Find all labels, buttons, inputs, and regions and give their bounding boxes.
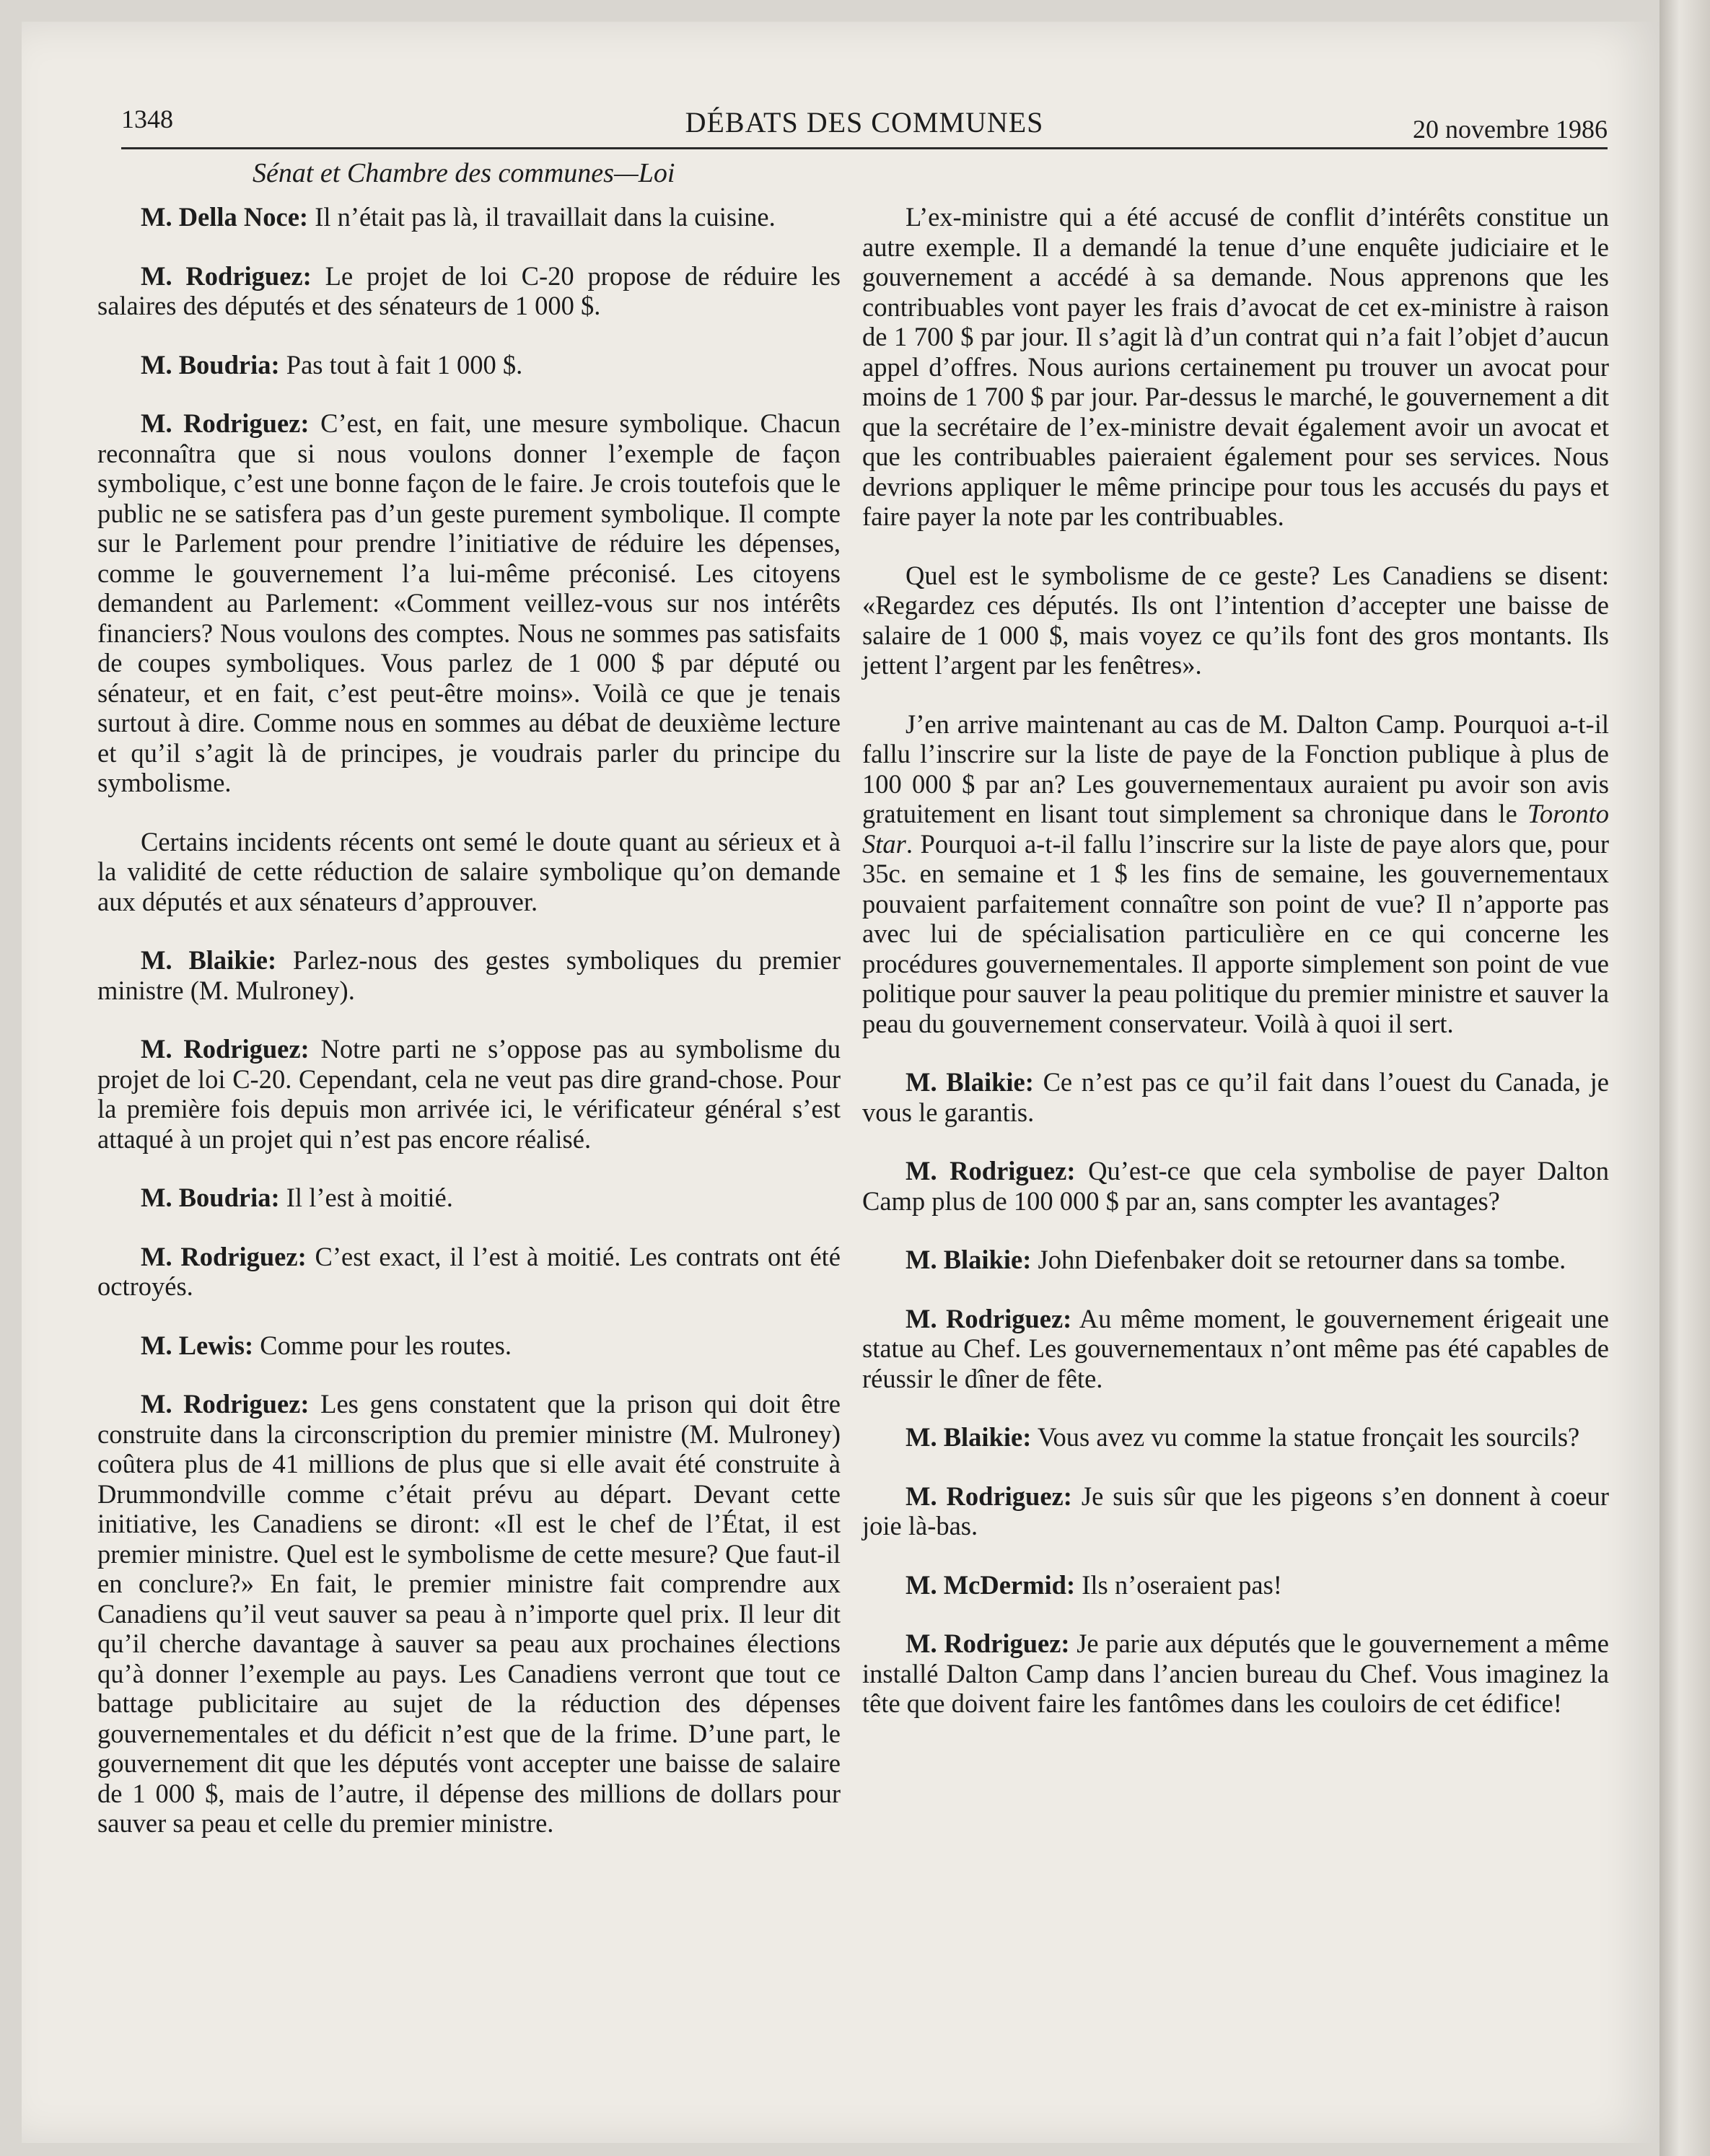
- speaker-name: M. Blaikie:: [906, 1245, 1032, 1274]
- speaker-name: M. Rodriguez:: [906, 1156, 1076, 1186]
- paragraph: [97, 1389, 841, 1839]
- speaker-name: M. Della Noce:: [141, 202, 309, 232]
- speech-text: C’est, en fait, une mesure symbolique. Chacun reconnaîtra que si nous voulons donner l’exemple de façon symbolique, c’est une bonne façon de le faire. Je crois toutefois que le public ne se satisfera pas d’un geste purement symbolique. Il compte sur le Parlement pour prendre l’initiative de réduire les dépenses, comme le gouvernement l’a lui-même préconisé. Les citoyens demandent au Parlement: «Comment veillez-vous sur nos intérêts financiers? Nous voulons des comptes. Nous ne sommes pas satisfaits de coupes symboliques. Vous parlez de 1 000 $ par député ou sénateur, et en fait, c’est peut-être moins». Voilà ce que je tenais surtout à dire. Comme nous en sommes au débat de deuxième lecture et qu’il s’agit là de principes, je voudrais parler du principe du symbolisme.: [97, 408, 841, 797]
- paragraph: [97, 1034, 841, 1154]
- speaker-name: M. Blaikie:: [906, 1067, 1034, 1097]
- speech-text: Il n’était pas là, il travaillait dans la cuisine.: [308, 202, 776, 232]
- speech-text: Parlez-nous des gestes symboliques du premier ministre (M. Mulroney).: [97, 945, 841, 1005]
- paragraph: [862, 1067, 1609, 1127]
- paragraph: [862, 1422, 1609, 1452]
- paragraph: [97, 408, 841, 798]
- speech-text: Notre parti ne s’oppose pas au symbolisme du projet de loi C-20. Cependant, cela ne veut pas dire grand-chose. Pour la première fois depuis mon arrivée ici, le vérificateur général s’est attaqué à un projet qui n’est pas encore réalisé.: [97, 1034, 841, 1154]
- speech-text: Quel est le symbolisme de ce geste? Les Canadiens se disent: «Regardez ces députés. Ils ont l’intention d’accepter une baisse de salaire de 1 000 $, mais voyez ce qu’ils font des gros montants. Ils jettent l’argent par les fenêtres».: [862, 560, 1609, 680]
- speaker-name: M. McDermid:: [906, 1569, 1076, 1600]
- paragraph: [97, 945, 841, 1005]
- speech-text: Pas tout à fait 1 000 $.: [279, 349, 523, 380]
- paragraph: [97, 1331, 841, 1361]
- paragraph: [862, 1629, 1609, 1719]
- speaker-name: M. Rodriguez:: [906, 1629, 1070, 1658]
- speech-text: Les gens constatent que la prison qui doit être construite dans la circonscription du premier ministre (M. Mulroney) coûtera plus de 41 millions de plus que si elle avait été construite à Drummondville comme c’était prévu au départ. Devant cette initiative, les Canadiens se diront: «Il est le chef de l’État, il est premier ministre. Quel est le symbolisme de cette mesure? Que faut-il en conclure?» En fait, le premier ministre fait comprendre aux Canadiens qu’il veut sauver sa peau à n’importe quel prix. Il leur dit qu’il cherche davantage à sauver sa peau aux prochaines élections qu’à donner l’exemple au pays. Les Canadiens verront que tout ce battage publicitaire au sujet de la réduction des dépenses gouvernementales et du déficit n’est que de la frime. D’une part, le gouvernement dit que les députés vont accepter une baisse de salaire de 1 000 $, mais de l’autre, il dépense des millions de dollars pour sauver sa peau et celle du premier ministre.: [97, 1389, 841, 1838]
- speaker-name: M. Rodriguez:: [906, 1303, 1072, 1333]
- speech-text: L’ex-ministre qui a été accusé de conflit d’intérêts constitue un autre exemple. Il a demandé la tenue d’une enquête judiciaire et le gouvernement a accédé à sa demande. Nous apprenons que les contribuables vont payer les frais d’avocat de cet ex-ministre à raison de 1 700 $ par jour. Il s’agit là d’un contrat qui n’a fait l’objet d’aucun appel d’offres. Nous aurions certainement pu trouver un avocat pour moins de 1 700 $ par jour. Par-dessus le marché, le gouvernement a dit que la secrétaire de l’ex-ministre devait également avoir un avocat et que les contribuables paieraient également pour ses services. Nous devrions appliquer le même principe pour tous les accusés du pays et faire payer la note par les contribuables.: [862, 202, 1609, 531]
- speaker-name: M. Boudria:: [141, 1183, 280, 1212]
- paragraph: [97, 261, 841, 321]
- speech-text: J’en arrive maintenant au cas de M. Dalton Camp. Pourquoi a-t-il fallu l’inscrire sur la liste de paye de la Fonction publique à plus de 100 000 $ par an? Les gouvernementaux auraient pu avoir son avis gratuitement en lisant tout simplement sa chronique dans le: [862, 709, 1609, 828]
- speech-text: Ils n’oseraient pas!: [1075, 1569, 1282, 1600]
- speech-text: . Pourquoi a-t-il fallu l’inscrire sur la liste de paye alors que, pour 35c. en semaine et 1 $ les fins de semaine, les gouvernementaux pouvaient parfaitement connaître son point de vue? Il n’apporte pas avec lui de spécialisation particulière en ce qui concerne les procédures gouvernementales. Il apporte simplement son point de vue politique pour sauver la peau politique du premier ministre et sauver la peau du gouvernement conservateur. Voilà à quoi il sert.: [862, 828, 1609, 1038]
- publication-title: Toronto Star: [862, 799, 1609, 859]
- speaker-name: M. Rodriguez:: [141, 408, 310, 438]
- speech-text: Vous avez vu comme la statue fronçait les sourcils?: [1031, 1422, 1580, 1452]
- speech-text: Je parie aux députés que le gouvernement a même installé Dalton Camp dans l’ancien bureau du Chef. Vous imaginez la tête que doivent faire les fantômes dans les couloirs de cet édifice!: [862, 1629, 1609, 1718]
- speech-text: Certains incidents récents ont semé le doute quant au sérieux et à la validité de cette réduction de salaire symbolique qu’on demande aux députés et aux sénateurs d’approuver.: [97, 826, 841, 916]
- right-column: [862, 202, 1609, 1748]
- speaker-name: M. Blaikie:: [141, 945, 277, 975]
- speech-text: Ce n’est pas ce qu’il fait dans l’ouest du Canada, je vous le garantis.: [862, 1067, 1609, 1127]
- paragraph: [97, 350, 841, 380]
- speaker-name: M. Rodriguez:: [906, 1481, 1072, 1511]
- speaker-name: M. Blaikie:: [906, 1422, 1032, 1452]
- paragraph: [862, 202, 1609, 532]
- page-header: [121, 101, 1608, 149]
- page-date: 20 novembre 1986: [1413, 115, 1608, 144]
- paragraph: [862, 1570, 1609, 1600]
- speaker-name: M. Rodriguez:: [141, 1241, 307, 1271]
- speaker-name: M. Rodriguez:: [141, 1389, 310, 1419]
- paragraph: [862, 561, 1609, 680]
- speaker-name: M. Rodriguez:: [141, 1034, 310, 1064]
- speaker-name: M. Rodriguez:: [141, 260, 312, 291]
- paragraph: [862, 1156, 1609, 1216]
- speech-text: C’est exact, il l’est à moitié. Les contrats ont été octroyés.: [97, 1241, 841, 1301]
- paragraph: [862, 709, 1609, 1039]
- speaker-name: M. Lewis:: [141, 1330, 254, 1360]
- speech-text: Il l’est à moitié.: [279, 1183, 453, 1212]
- speech-text: Qu’est-ce que cela symbolise de payer Dalton Camp plus de 100 000 $ par an, sans compter les avantages?: [862, 1156, 1609, 1216]
- page-edge: [1659, 0, 1710, 2156]
- left-column: [97, 202, 841, 1867]
- speech-text: Le projet de loi C-20 propose de réduire les salaires des députés et des sénateurs de 1 000 $.: [97, 260, 841, 320]
- paragraph: [97, 1183, 841, 1213]
- paragraph: [97, 827, 841, 917]
- paragraph: [862, 1304, 1609, 1394]
- page-number: 1348: [121, 105, 173, 133]
- speaker-name: M. Boudria:: [141, 349, 280, 380]
- paragraph: [862, 1245, 1609, 1275]
- paragraph: [97, 202, 841, 232]
- speech-text: Je suis sûr que les pigeons s’en donnent à coeur joie là-bas.: [862, 1481, 1609, 1541]
- running-title: DÉBATS DES COMMUNES: [685, 106, 1044, 139]
- paragraph: [97, 1242, 841, 1302]
- speech-text: Au même moment, le gouvernement érigeait une statue au Chef. Les gouvernementaux n’ont même pas été capables de réussir le dîner de fête.: [862, 1303, 1609, 1393]
- paragraph: [862, 1481, 1609, 1541]
- section-subtitle: Sénat et Chambre des communes—Loi: [253, 158, 675, 188]
- speech-text: Comme pour les routes.: [253, 1330, 512, 1360]
- speech-text: John Diefenbaker doit se retourner dans sa tombe.: [1031, 1245, 1566, 1274]
